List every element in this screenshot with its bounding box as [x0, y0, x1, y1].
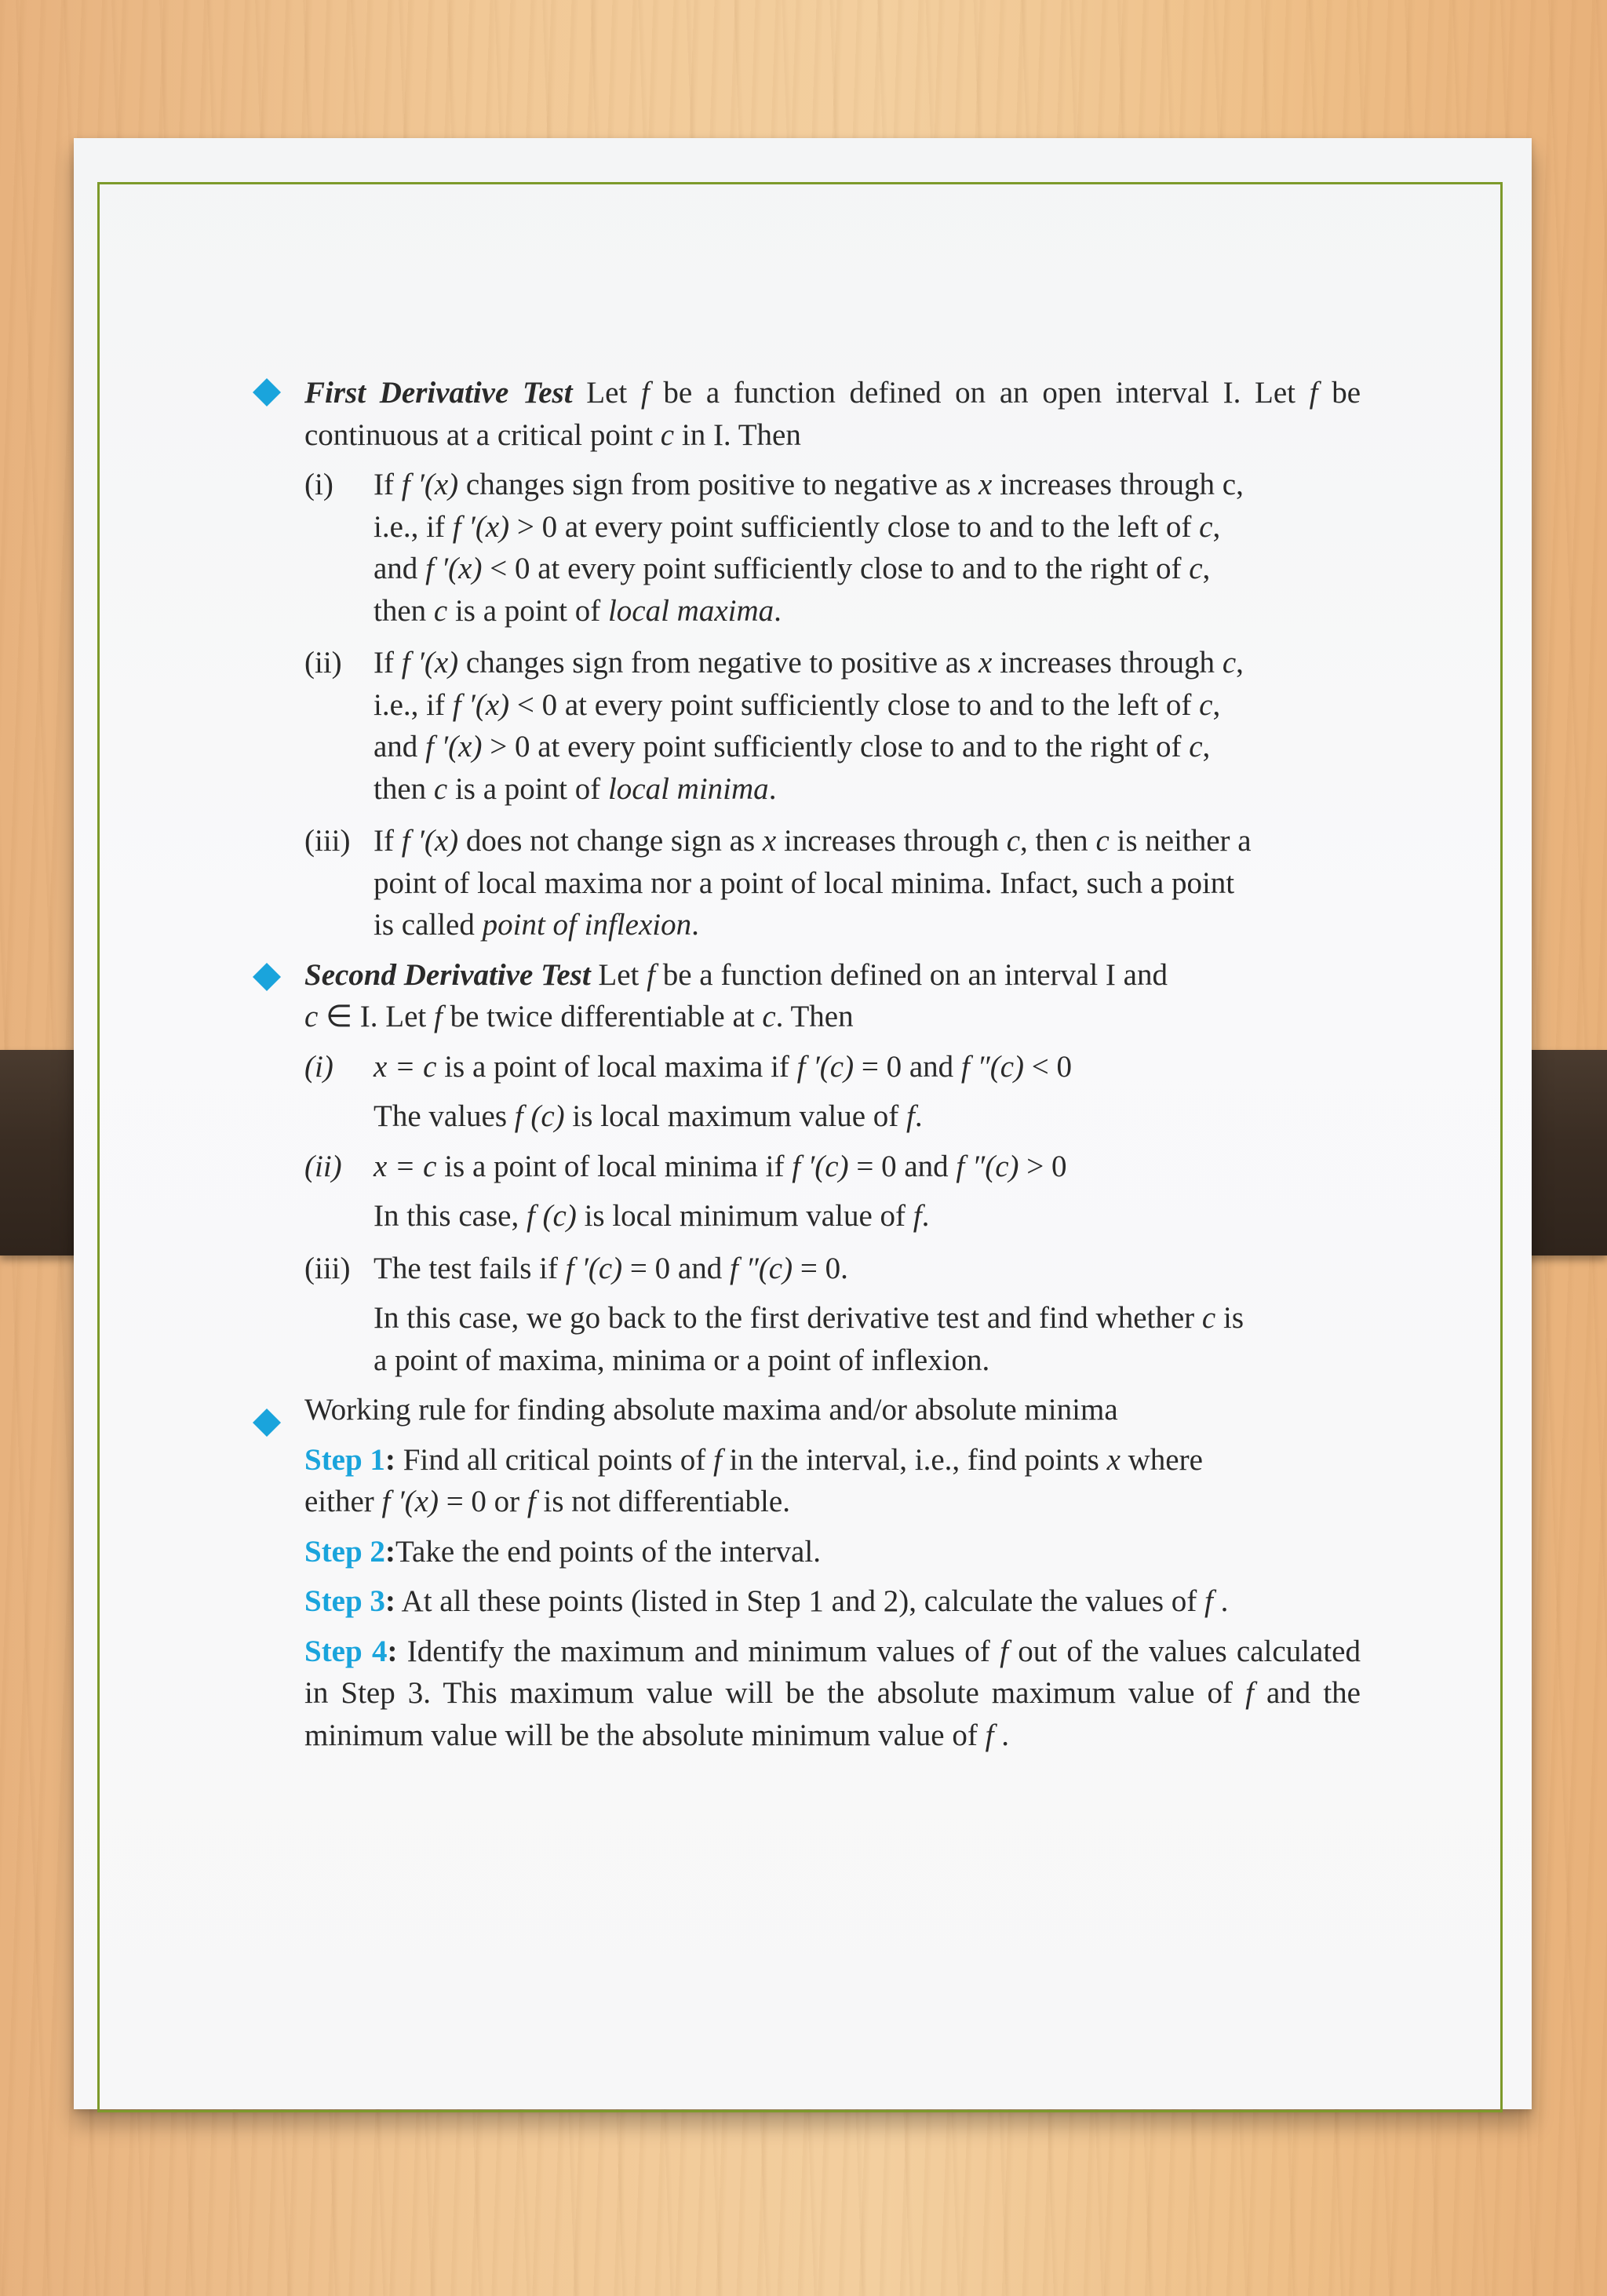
list-item: (iii) If f ′(x) does not change sign as x increases through c, then c is neither a point of local maxima nor a point of local minima. Infact, such a point is called point of inflexion. [304, 824, 1252, 942]
step-3: Step 3: At all these points (listed in Step 1 and 2), calculate the values of f . [304, 1584, 1229, 1618]
step-label: Step 3 [304, 1584, 385, 1618]
second-derivative-test-intro: Second Derivative Test Let f be a function defined on an interval I and c ∈ I. Let f be twice differentiable at c. Then [304, 957, 1168, 1033]
step-label: Step 4 [304, 1634, 388, 1668]
step-label: Step 1 [304, 1442, 385, 1477]
diamond-bullet-icon [253, 378, 281, 406]
document-body [304, 372, 1361, 1756]
step-1: Step 1: Find all critical points of f in the interval, i.e., find points x where either f ′(x) = 0 or f is not differentiable. [304, 1442, 1203, 1518]
step-label: Step 2 [304, 1534, 385, 1569]
section-title: First Derivative Test [304, 376, 573, 410]
step-4: Step 4: Identify the maximum and minimum values of f out of the values calculated in Step 3. This maximum value will be the absolute maximum value of f and the minimum value will be the absolute minimum value of f . [304, 1634, 1361, 1752]
list-item: (iii) The test fails if f ′(c) = 0 and f ″(c) = 0. In this case, we go back to the first derivative test and find whether c is a point of maxima, minima or a point of inflexion. [304, 1251, 1244, 1377]
list-item: (i) If f ′(x) changes sign from positive to negative as x increases through c, i.e., if f ′(x) > 0 at every point sufficiently close to and to the left of c, and f ′(x) < 0 at every point sufficiently close to and to the right of c, then c is a point of local maxima. [304, 468, 1244, 628]
working-rule-title: Working rule for finding absolute maxima and/or absolute minima [304, 1393, 1118, 1427]
first-derivative-test-intro: First Derivative Test Let f be a function defined on an open interval I. Let f be continuous at a critical point c in I. Then [304, 376, 1361, 452]
diamond-bullet-icon [253, 1409, 281, 1437]
list-item: (ii) If f ′(x) changes sign from negative to positive as x increases through c, i.e., if f ′(x) < 0 at every point sufficiently close to and to the left of c, and f ′(x) > 0 at every point sufficiently close to and to the right of c, then c is a point of local minima. [304, 646, 1244, 806]
list-item: (i) x = c is a point of local maxima if f ′(c) = 0 and f ″(c) < 0 The values f (c) is local maximum value of f. [304, 1049, 1073, 1133]
step-2: Step 2:Take the end points of the interval. [304, 1534, 821, 1569]
diamond-bullet-icon [253, 963, 281, 991]
section-title: Second Derivative Test [304, 957, 591, 992]
list-item: (ii) x = c is a point of local minima if f ′(c) = 0 and f ″(c) > 0 In this case, f (c) is local minimum value of f. [304, 1149, 1067, 1233]
